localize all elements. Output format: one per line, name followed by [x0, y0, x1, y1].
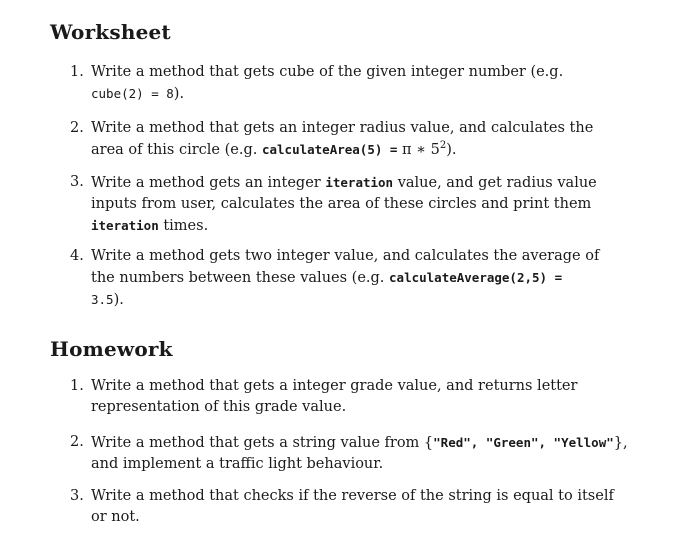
item-line: Write a method gets two integer value, and calculates the average of [91, 248, 600, 264]
worksheet-item-4 [70, 246, 610, 311]
math-exponent: 2 [439, 140, 447, 152]
item-text: ). [113, 292, 124, 308]
item-line [91, 289, 610, 311]
item-line: inputs from user, calculates the area of these circles and print them [91, 196, 592, 212]
worksheet-item-3 [70, 172, 610, 237]
homework-heading: Homework [50, 337, 173, 361]
item-number: 4. [70, 248, 84, 264]
item-line: Write a method that gets an integer radius value, and calculates the [91, 120, 594, 136]
item-text: ). [173, 86, 185, 102]
item-text: ). [446, 142, 457, 158]
item-text: area of this circle (e.g. [91, 142, 258, 158]
code-snippet: "Red", "Green", "Yellow" [433, 435, 614, 450]
item-line: or not. [91, 509, 140, 525]
item-line [91, 172, 610, 194]
item-line: representation of this grade value. [91, 399, 347, 415]
item-number: 2. [70, 120, 84, 136]
item-text: the numbers between these values (e.g. [91, 270, 385, 286]
item-text: times. [163, 218, 209, 234]
math-expression: π ∗ 5 [402, 142, 440, 158]
item-number: 2. [70, 434, 84, 450]
item-line [91, 139, 610, 161]
homework-item-2 [70, 432, 628, 475]
item-line [91, 215, 610, 237]
item-line [91, 432, 628, 454]
item-text: Write a method gets an integer [91, 175, 321, 191]
item-number: 1. [70, 64, 84, 80]
code-snippet: iteration [91, 218, 159, 233]
worksheet-item-1 [70, 62, 610, 105]
item-number: 3. [70, 174, 84, 190]
item-line [91, 83, 610, 105]
item-line: and implement a traffic light behaviour. [91, 456, 384, 472]
item-text: Write a method that gets a string value from { [91, 435, 434, 451]
item-line: Write a method that gets cube of the given integer number (e.g. [91, 64, 564, 80]
item-line [91, 267, 610, 289]
code-snippet: 3.5 [91, 292, 114, 307]
item-line: Write a method that gets a integer grade value, and returns letter [91, 378, 578, 394]
worksheet-heading: Worksheet [50, 20, 171, 44]
item-text: value, and get radius value [397, 175, 597, 191]
item-text: }, [613, 435, 628, 451]
code-snippet: cube(2) = 8 [91, 86, 174, 101]
code-snippet: iteration [325, 175, 394, 190]
code-snippet: calculateAverage(2,5) = [389, 270, 563, 285]
item-number: 3. [70, 488, 84, 504]
worksheet-item-2 [70, 118, 610, 161]
item-line: Write a method that checks if the reverse of the string is equal to itself [91, 488, 614, 504]
code-snippet: calculateArea(5) = [261, 142, 398, 157]
homework-item-3 [70, 486, 614, 528]
item-number: 1. [70, 378, 84, 394]
homework-item-1 [70, 376, 610, 418]
